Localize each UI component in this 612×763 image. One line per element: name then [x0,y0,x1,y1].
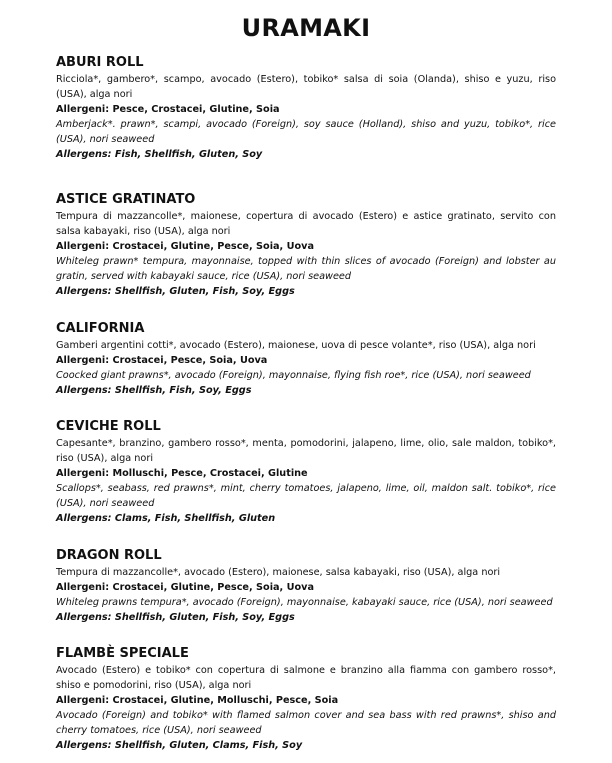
item-allergens-it: Allergeni: Crostacei, Glutine, Molluschi, Pesce, Soia [56,695,339,706]
item-name: CALIFORNIA [56,321,145,336]
item-allergens-en: Allergens: Shellfish, Gluten, Fish, Soy, Eggs [56,612,295,623]
item-description-it: Ricciola*, gambero*, scampo, avocado (Estero), tobiko* salsa di soia (Olanda), shiso e yuzu, riso (USA), alga nori [56,74,556,100]
item-name: FLAMBÈ SPECIALE [56,646,189,661]
item-description-en: Whiteleg prawn* tempura, mayonnaise, topped with thin slices of avocado (Foreign) and lobster au gratin, served with kabayaki sauce, rice (USA), nori seaweed [56,256,556,282]
item-description-en: Amberjack*. prawn*, scampi, avocado (Foreign), soy sauce (Holland), shiso and yuzu, tobiko*, rice (USA), nori seaweed [56,119,556,145]
item-allergens-en: Allergens: Fish, Shellfish, Gluten, Soy [56,149,263,160]
item-name: ABURI ROLL [56,55,144,70]
menu-item-astice-gratinato [56,192,556,299]
item-allergens-it: Allergeni: Crostacei, Glutine, Pesce, Soia, Uova [56,241,314,252]
item-name: DRAGON ROLL [56,548,162,563]
item-description-en: Scallops*, seabass, red prawns*, mint, cherry tomatoes, jalapeno, lime, oil, maldon salt. tobiko*, rice (USA), nori seaweed [56,483,556,509]
item-description-en: Coocked giant prawns*, avocado (Foreign), mayonnaise, flying fish roe*, rice (USA), nori seaweed [56,370,531,381]
item-description-it: Gamberi argentini cotti*, avocado (Estero), maionese, uova di pesce volante*, riso (USA), alga nori [56,340,536,351]
item-allergens-en: Allergens: Shellfish, Gluten, Fish, Soy, Eggs [56,286,295,297]
menu-item-aburi-roll [56,55,556,162]
item-description-en: Avocado (Foreign) and tobiko* with flamed salmon cover and sea bass with red prawns*, shiso and cherry tomatoes, rice (USA), nori seaweed [56,710,556,736]
item-allergens-en: Allergens: Shellfish, Gluten, Clams, Fish, Soy [56,740,303,751]
item-description-it: Capesante*, branzino, gambero rosso*, menta, pomodorini, jalapeno, lime, olio, sale maldon, tobiko*, riso (USA), alga nori [56,438,556,464]
item-name: CEVICHE ROLL [56,419,161,434]
item-description-it: Tempura di mazzancolle*, avocado (Estero), maionese, salsa kabayaki, riso (USA), alga nori [56,567,501,578]
item-allergens-en: Allergens: Clams, Fish, Shellfish, Gluten [56,513,276,524]
item-allergens-it: Allergeni: Crostacei, Pesce, Soia, Uova [56,355,268,366]
menu-item-california [56,321,556,398]
item-allergens-en: Allergens: Shellfish, Fish, Soy, Eggs [56,385,252,396]
item-allergens-it: Allergeni: Crostacei, Glutine, Pesce, Soia, Uova [56,582,314,593]
menu-item-flambe-speciale [56,646,556,753]
item-description-it: Tempura di mazzancolle*, maionese, copertura di avocado (Estero) e astice gratinato, servito con salsa kabayaki, riso (USA), alga nori [56,211,556,237]
item-name: ASTICE GRATINATO [56,192,196,207]
item-description-it: Avocado (Estero) e tobiko* con copertura di salmone e branzino alla fiamma con gambero rosso*, shiso e pomodorini, riso (USA), alga nori [56,665,556,691]
menu-item-dragon-roll [56,548,556,625]
item-allergens-it: Allergeni: Pesce, Crostacei, Glutine, Soia [56,104,280,115]
item-allergens-it: Allergeni: Molluschi, Pesce, Crostacei, Glutine [56,468,308,479]
page-title: URAMAKI [241,14,371,42]
menu-item-ceviche-roll [56,419,556,526]
item-description-en: Whiteleg prawns tempura*, avocado (Foreign), mayonnaise, kabayaki sauce, rice (USA), nori seaweed [56,597,553,608]
